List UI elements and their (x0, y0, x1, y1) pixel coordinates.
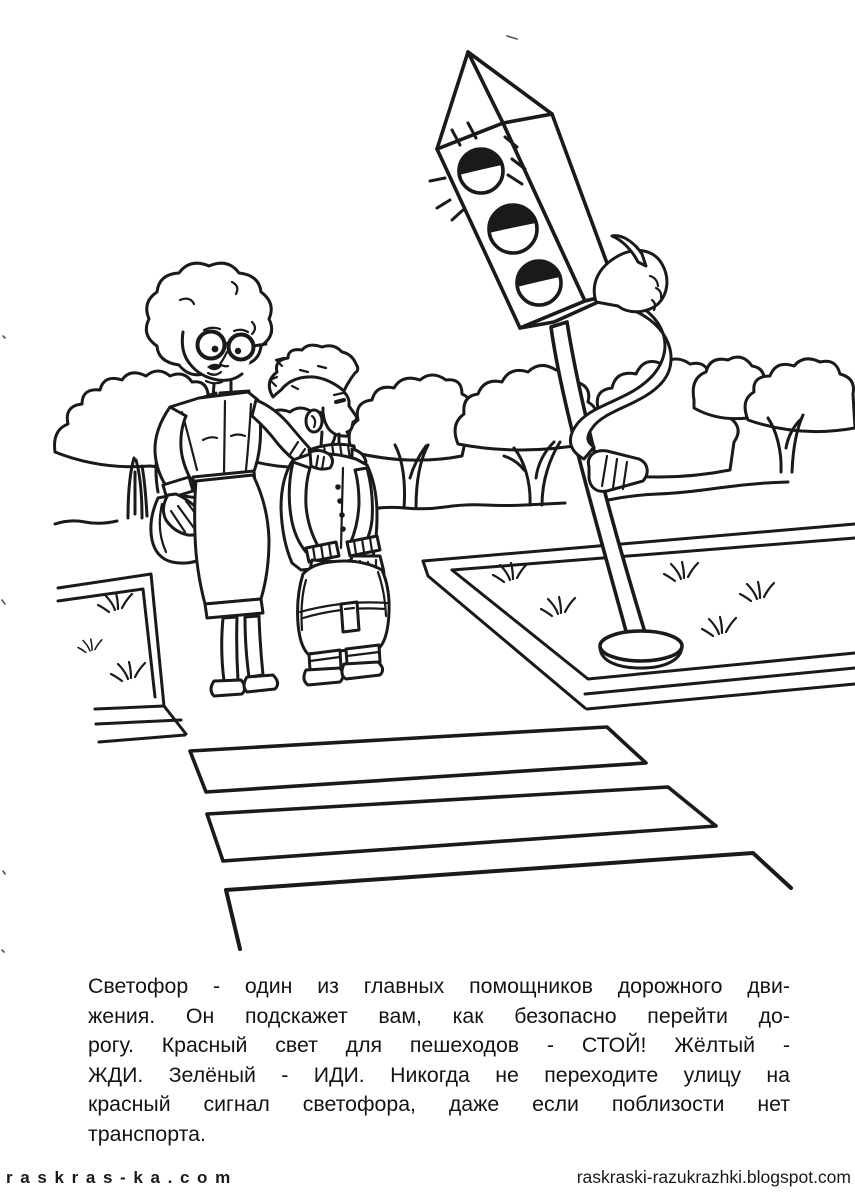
traffic-light-character (430, 52, 682, 668)
satchel-clasp (341, 602, 359, 632)
boy-figure (269, 345, 389, 685)
caption-line: Светофор - один из главных помощников дорожного дви- (88, 974, 790, 998)
footer-site-right: raskraski-razukrazhki.blogspot.com (576, 1167, 851, 1187)
zebra-crosswalk (190, 727, 791, 949)
caption-line: жения. Он подскажет вам, как безопасно перейти до- (88, 1003, 790, 1028)
woman-shoe (244, 675, 278, 692)
crosswalk-stripe (226, 853, 791, 949)
traffic-light-base (600, 631, 682, 661)
boy-boot (304, 668, 343, 685)
grass-tuft (541, 597, 575, 616)
woman-skirt (195, 475, 269, 604)
hedge-base-line (55, 521, 117, 524)
woman-hand-on-shoulder (310, 451, 333, 470)
boy-hair (269, 345, 357, 397)
woman-shoe (211, 680, 245, 696)
tree-trunk (504, 442, 560, 505)
woman-leg (245, 616, 263, 677)
crosswalk-stripe (207, 787, 716, 861)
tree-canopy (349, 375, 472, 460)
caption-line: рогу. Красный свет для пешеходов - СТОЙ! Жёлтый - (88, 1033, 790, 1058)
caption-line: ЖДИ. Зелёный - ИДИ. Никогда не переходите улицу на (88, 1062, 790, 1087)
woman-leg (222, 617, 238, 681)
caption-line: транспорта. (88, 1121, 206, 1146)
crosswalk-stripe (190, 727, 646, 792)
caption-line: красный сигнал светофора, даже если поблизости нет (88, 1092, 790, 1117)
left-grass-island (58, 574, 186, 742)
grass-tuft (78, 639, 102, 652)
boy-boot (342, 662, 383, 679)
grass-tuft (702, 617, 736, 636)
hedge-base-line (365, 503, 565, 510)
grass-tuft (664, 562, 698, 581)
footer-site-left: raskras-ka.com (6, 1168, 238, 1187)
grass-tuft (740, 582, 774, 601)
grass-tuft (111, 662, 145, 681)
caption (88, 972, 790, 1150)
